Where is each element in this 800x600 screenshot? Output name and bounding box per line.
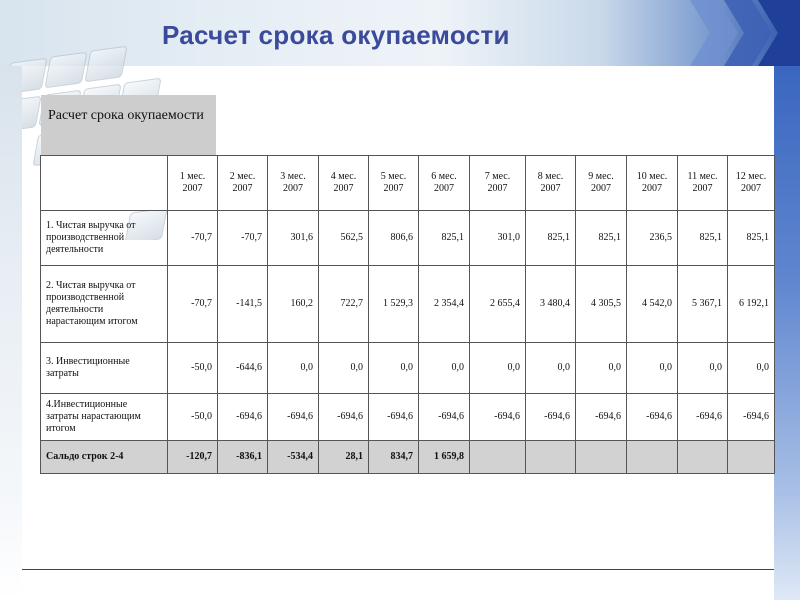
row-label: 2. Чистая выручка от производственной деятельности нарастающим итогом	[41, 266, 168, 343]
table-cell: 806,6	[369, 211, 419, 266]
left-background-strip	[0, 66, 22, 600]
table-row	[41, 343, 775, 394]
table-cell: -694,6	[728, 394, 775, 441]
total-cell	[728, 441, 775, 474]
table-cell: 6 192,1	[728, 266, 775, 343]
column-header: 10 мес. 2007	[627, 156, 678, 211]
chevron-decoration-icon	[690, 0, 800, 66]
total-row	[41, 441, 775, 474]
column-header: 12 мес. 2007	[728, 156, 775, 211]
table-cell: 825,1	[728, 211, 775, 266]
table-cell: 0,0	[369, 343, 419, 394]
table-cell: -694,6	[369, 394, 419, 441]
total-cell	[576, 441, 627, 474]
table-cell: 722,7	[319, 266, 369, 343]
table-row	[41, 211, 775, 266]
column-header: 5 мес. 2007	[369, 156, 419, 211]
table-cell: 0,0	[268, 343, 319, 394]
table-cell: 236,5	[627, 211, 678, 266]
total-cell: -534,4	[268, 441, 319, 474]
header-row	[41, 156, 775, 211]
column-header: 4 мес. 2007	[319, 156, 369, 211]
table-cell: 0,0	[576, 343, 627, 394]
table-cell: 4 305,5	[576, 266, 627, 343]
table-cell: 2 354,4	[419, 266, 470, 343]
row-label: 4.Инвестиционные затраты нарастающим итогом	[41, 394, 168, 441]
total-cell: 1 659,8	[419, 441, 470, 474]
table-cell: -50,0	[168, 343, 218, 394]
column-header: 9 мес. 2007	[576, 156, 627, 211]
table-cell: 4 542,0	[627, 266, 678, 343]
total-cell: -836,1	[218, 441, 268, 474]
column-header: 1 мес. 2007	[168, 156, 218, 211]
total-cell: 834,7	[369, 441, 419, 474]
table-cell: 0,0	[470, 343, 526, 394]
table-cell: -694,6	[470, 394, 526, 441]
row-label: 1. Чистая выручка от производственной деятельности	[41, 211, 168, 266]
table-cell: 301,0	[470, 211, 526, 266]
table-cell: 301,6	[268, 211, 319, 266]
table-cell: -694,6	[678, 394, 728, 441]
table-cell: 0,0	[419, 343, 470, 394]
table-cell: 0,0	[627, 343, 678, 394]
total-cell	[678, 441, 728, 474]
table-cell: 0,0	[678, 343, 728, 394]
table-row	[41, 394, 775, 441]
table-cell: -70,7	[168, 211, 218, 266]
table-cell: -644,6	[218, 343, 268, 394]
table-cell: 825,1	[526, 211, 576, 266]
total-cell	[526, 441, 576, 474]
column-header: 3 мес. 2007	[268, 156, 319, 211]
table-cell: -694,6	[627, 394, 678, 441]
table-cell: 825,1	[678, 211, 728, 266]
header-corner-cell	[41, 156, 168, 211]
table-cell: 562,5	[319, 211, 369, 266]
table-cell: -694,6	[526, 394, 576, 441]
table-cell: -694,6	[576, 394, 627, 441]
row-label: 3. Инвестиционные затраты	[41, 343, 168, 394]
table-cell: -141,5	[218, 266, 268, 343]
table-caption-box	[41, 95, 216, 155]
column-header: 8 мес. 2007	[526, 156, 576, 211]
table-cell: -694,6	[319, 394, 369, 441]
table-cell: 2 655,4	[470, 266, 526, 343]
total-cell	[470, 441, 526, 474]
table-cell: 825,1	[576, 211, 627, 266]
footer-divider	[22, 569, 774, 570]
column-header: 6 мес. 2007	[419, 156, 470, 211]
total-cell: 28,1	[319, 441, 369, 474]
table-cell: 0,0	[728, 343, 775, 394]
table-cell: -70,7	[168, 266, 218, 343]
right-decorative-bar	[774, 66, 800, 600]
payback-table	[40, 155, 775, 474]
table-cell: 3 480,4	[526, 266, 576, 343]
total-cell	[627, 441, 678, 474]
total-row-label: Сальдо строк 2-4	[41, 441, 168, 474]
table-cell: -694,6	[419, 394, 470, 441]
column-header: 11 мес. 2007	[678, 156, 728, 211]
table-cell: -50,0	[168, 394, 218, 441]
table-cell: 0,0	[526, 343, 576, 394]
table-cell: 1 529,3	[369, 266, 419, 343]
table-cell: 5 367,1	[678, 266, 728, 343]
table-cell: 0,0	[319, 343, 369, 394]
total-cell: -120,7	[168, 441, 218, 474]
table-cell: 825,1	[419, 211, 470, 266]
slide-title: Расчет срока окупаемости	[162, 20, 510, 50]
column-header: 2 мес. 2007	[218, 156, 268, 211]
table-cell: -70,7	[218, 211, 268, 266]
table-row	[41, 266, 775, 343]
table-cell: 160,2	[268, 266, 319, 343]
table-caption: Расчет срока окупаемости	[48, 108, 204, 123]
column-header: 7 мес. 2007	[470, 156, 526, 211]
table-cell: -694,6	[268, 394, 319, 441]
table-cell: -694,6	[218, 394, 268, 441]
